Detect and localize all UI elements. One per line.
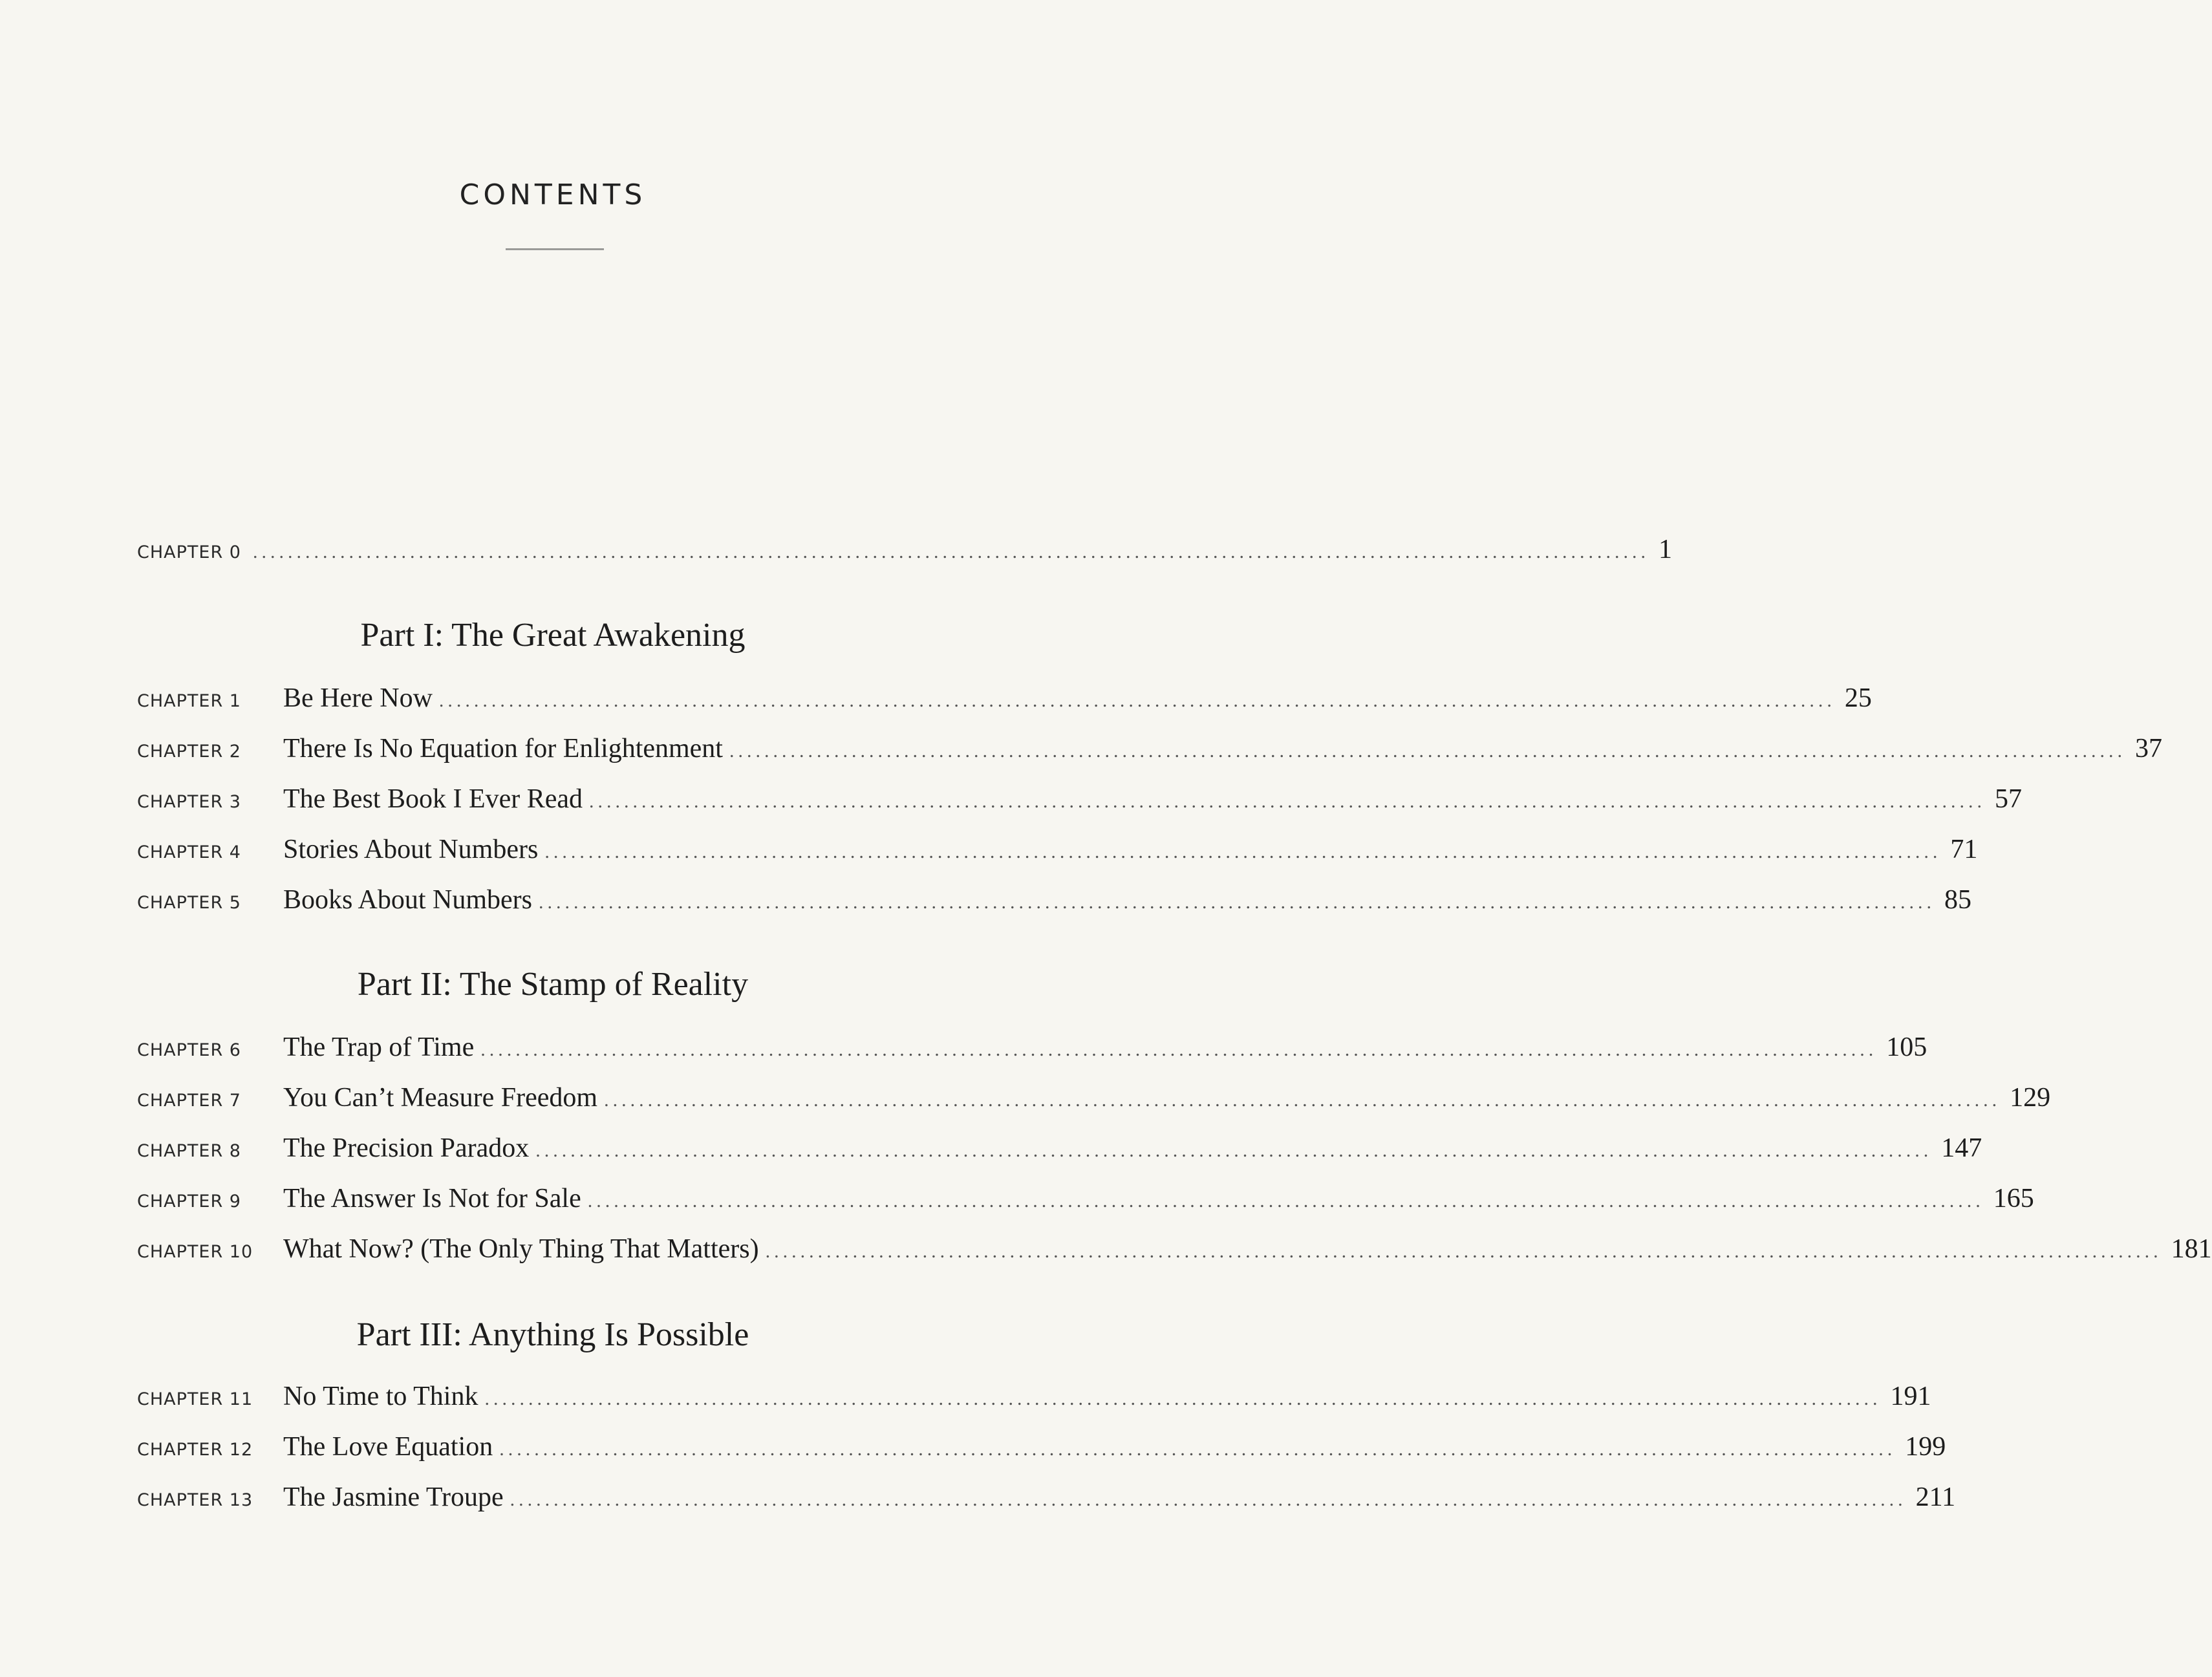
page-number: 129	[2010, 1083, 2051, 1113]
dot-leader: ................................................................................................................................................................	[589, 791, 1986, 812]
chapter-label: CHAPTER 6	[137, 1040, 241, 1060]
page-number: 165	[1993, 1184, 2034, 1213]
page-number: 181	[2171, 1234, 2212, 1264]
chapter-label: CHAPTER 4	[137, 842, 241, 862]
chapter-title: There Is No Equation for Enlightenment	[283, 734, 723, 764]
chapter-title: The Best Book I Ever Read	[283, 784, 583, 814]
toc-entry[interactable]	[137, 1381, 1931, 1420]
chapter-label: CHAPTER 5	[137, 893, 241, 913]
toc-entry[interactable]	[137, 1133, 1982, 1171]
toc-entry[interactable]	[137, 683, 1872, 721]
dot-leader: ................................................................................................................................................................	[499, 1438, 1896, 1460]
dot-leader: ................................................................................................................................................................	[604, 1089, 2001, 1111]
part-heading: Part I: The Great Awakening	[360, 617, 746, 654]
dot-leader: ................................................................................................................................................................	[544, 841, 1942, 862]
toc-entry[interactable]	[137, 733, 2162, 772]
part-heading: Part III: Anything Is Possible	[356, 1316, 749, 1353]
chapter-title: The Precision Paradox	[283, 1133, 530, 1163]
page-number: 191	[1890, 1382, 1931, 1411]
chapter-label: CHAPTER 12	[137, 1440, 253, 1460]
dot-leader: ................................................................................................................................................................	[539, 892, 1936, 913]
chapter-label: CHAPTER 0	[137, 542, 241, 562]
dot-leader: ................................................................................................................................................................	[765, 1241, 2162, 1262]
toc-entry-chapter-0[interactable]	[137, 534, 1672, 573]
page-number: 37	[2134, 734, 2162, 764]
chapter-title: The Jasmine Troupe	[283, 1482, 504, 1512]
toc-entry[interactable]	[137, 1183, 2034, 1222]
chapter-label: CHAPTER 3	[137, 792, 241, 812]
toc-entry[interactable]	[137, 834, 1978, 873]
toc-entry[interactable]	[137, 1234, 2212, 1272]
dot-leader: ................................................................................................................................................................	[587, 1190, 1984, 1212]
toc-entry[interactable]	[137, 1032, 1927, 1071]
chapter-label: CHAPTER 11	[137, 1389, 253, 1409]
page-number: 211	[1915, 1482, 1956, 1512]
toc-entry[interactable]	[137, 784, 2023, 822]
chapter-title: The Love Equation	[283, 1432, 493, 1462]
page-number: 105	[1886, 1032, 1927, 1062]
dot-leader: ................................................................................................................................................................	[438, 690, 1836, 711]
toc-entry[interactable]	[137, 1482, 1956, 1521]
toc-entry[interactable]	[137, 884, 1972, 923]
page-number: 85	[1944, 885, 1972, 915]
contents-heading: CONTENTS	[459, 178, 647, 211]
heading-rule	[506, 248, 604, 250]
chapter-title: What Now? (The Only Thing That Matters)	[283, 1234, 759, 1264]
dot-leader: ................................................................................................................................................................	[510, 1489, 1907, 1510]
part-heading: Part II: The Stamp of Reality	[357, 966, 749, 1003]
chapter-label: CHAPTER 10	[137, 1242, 253, 1262]
page-number: 199	[1905, 1432, 1946, 1462]
page-number: 1	[1658, 535, 1672, 564]
dot-leader: ................................................................................................................................................................	[729, 740, 2126, 762]
chapter-label: CHAPTER 9	[137, 1191, 241, 1212]
toc-entry[interactable]	[137, 1431, 1946, 1470]
chapter-title: The Trap of Time	[283, 1032, 475, 1062]
dot-leader: ................................................................................................................................................................	[484, 1388, 1882, 1409]
page-number: 71	[1950, 835, 1978, 864]
chapter-title: Stories About Numbers	[283, 835, 539, 864]
chapter-label: CHAPTER 1	[137, 691, 241, 711]
page-number: 147	[1941, 1133, 1982, 1163]
chapter-title: Be Here Now	[283, 683, 433, 713]
chapter-title: You Can’t Measure Freedom	[283, 1083, 598, 1113]
dot-leader: ................................................................................................................................................................	[535, 1140, 1933, 1161]
chapter-title: Books About Numbers	[283, 885, 533, 915]
chapter-label: CHAPTER 8	[137, 1141, 241, 1161]
chapter-title: No Time to Think	[283, 1382, 478, 1411]
toc-entry[interactable]	[137, 1082, 2051, 1121]
dot-leader: ................................................................................................................................................................	[480, 1039, 1878, 1060]
chapter-label: CHAPTER 13	[137, 1490, 253, 1510]
page-number: 57	[1995, 784, 2023, 814]
chapter-label: CHAPTER 7	[137, 1091, 241, 1111]
chapter-title: The Answer Is Not for Sale	[283, 1184, 581, 1213]
chapter-label: CHAPTER 2	[137, 742, 241, 762]
page-number: 25	[1844, 683, 1872, 713]
dot-leader: ................................................................................................................................................................	[252, 541, 1649, 562]
